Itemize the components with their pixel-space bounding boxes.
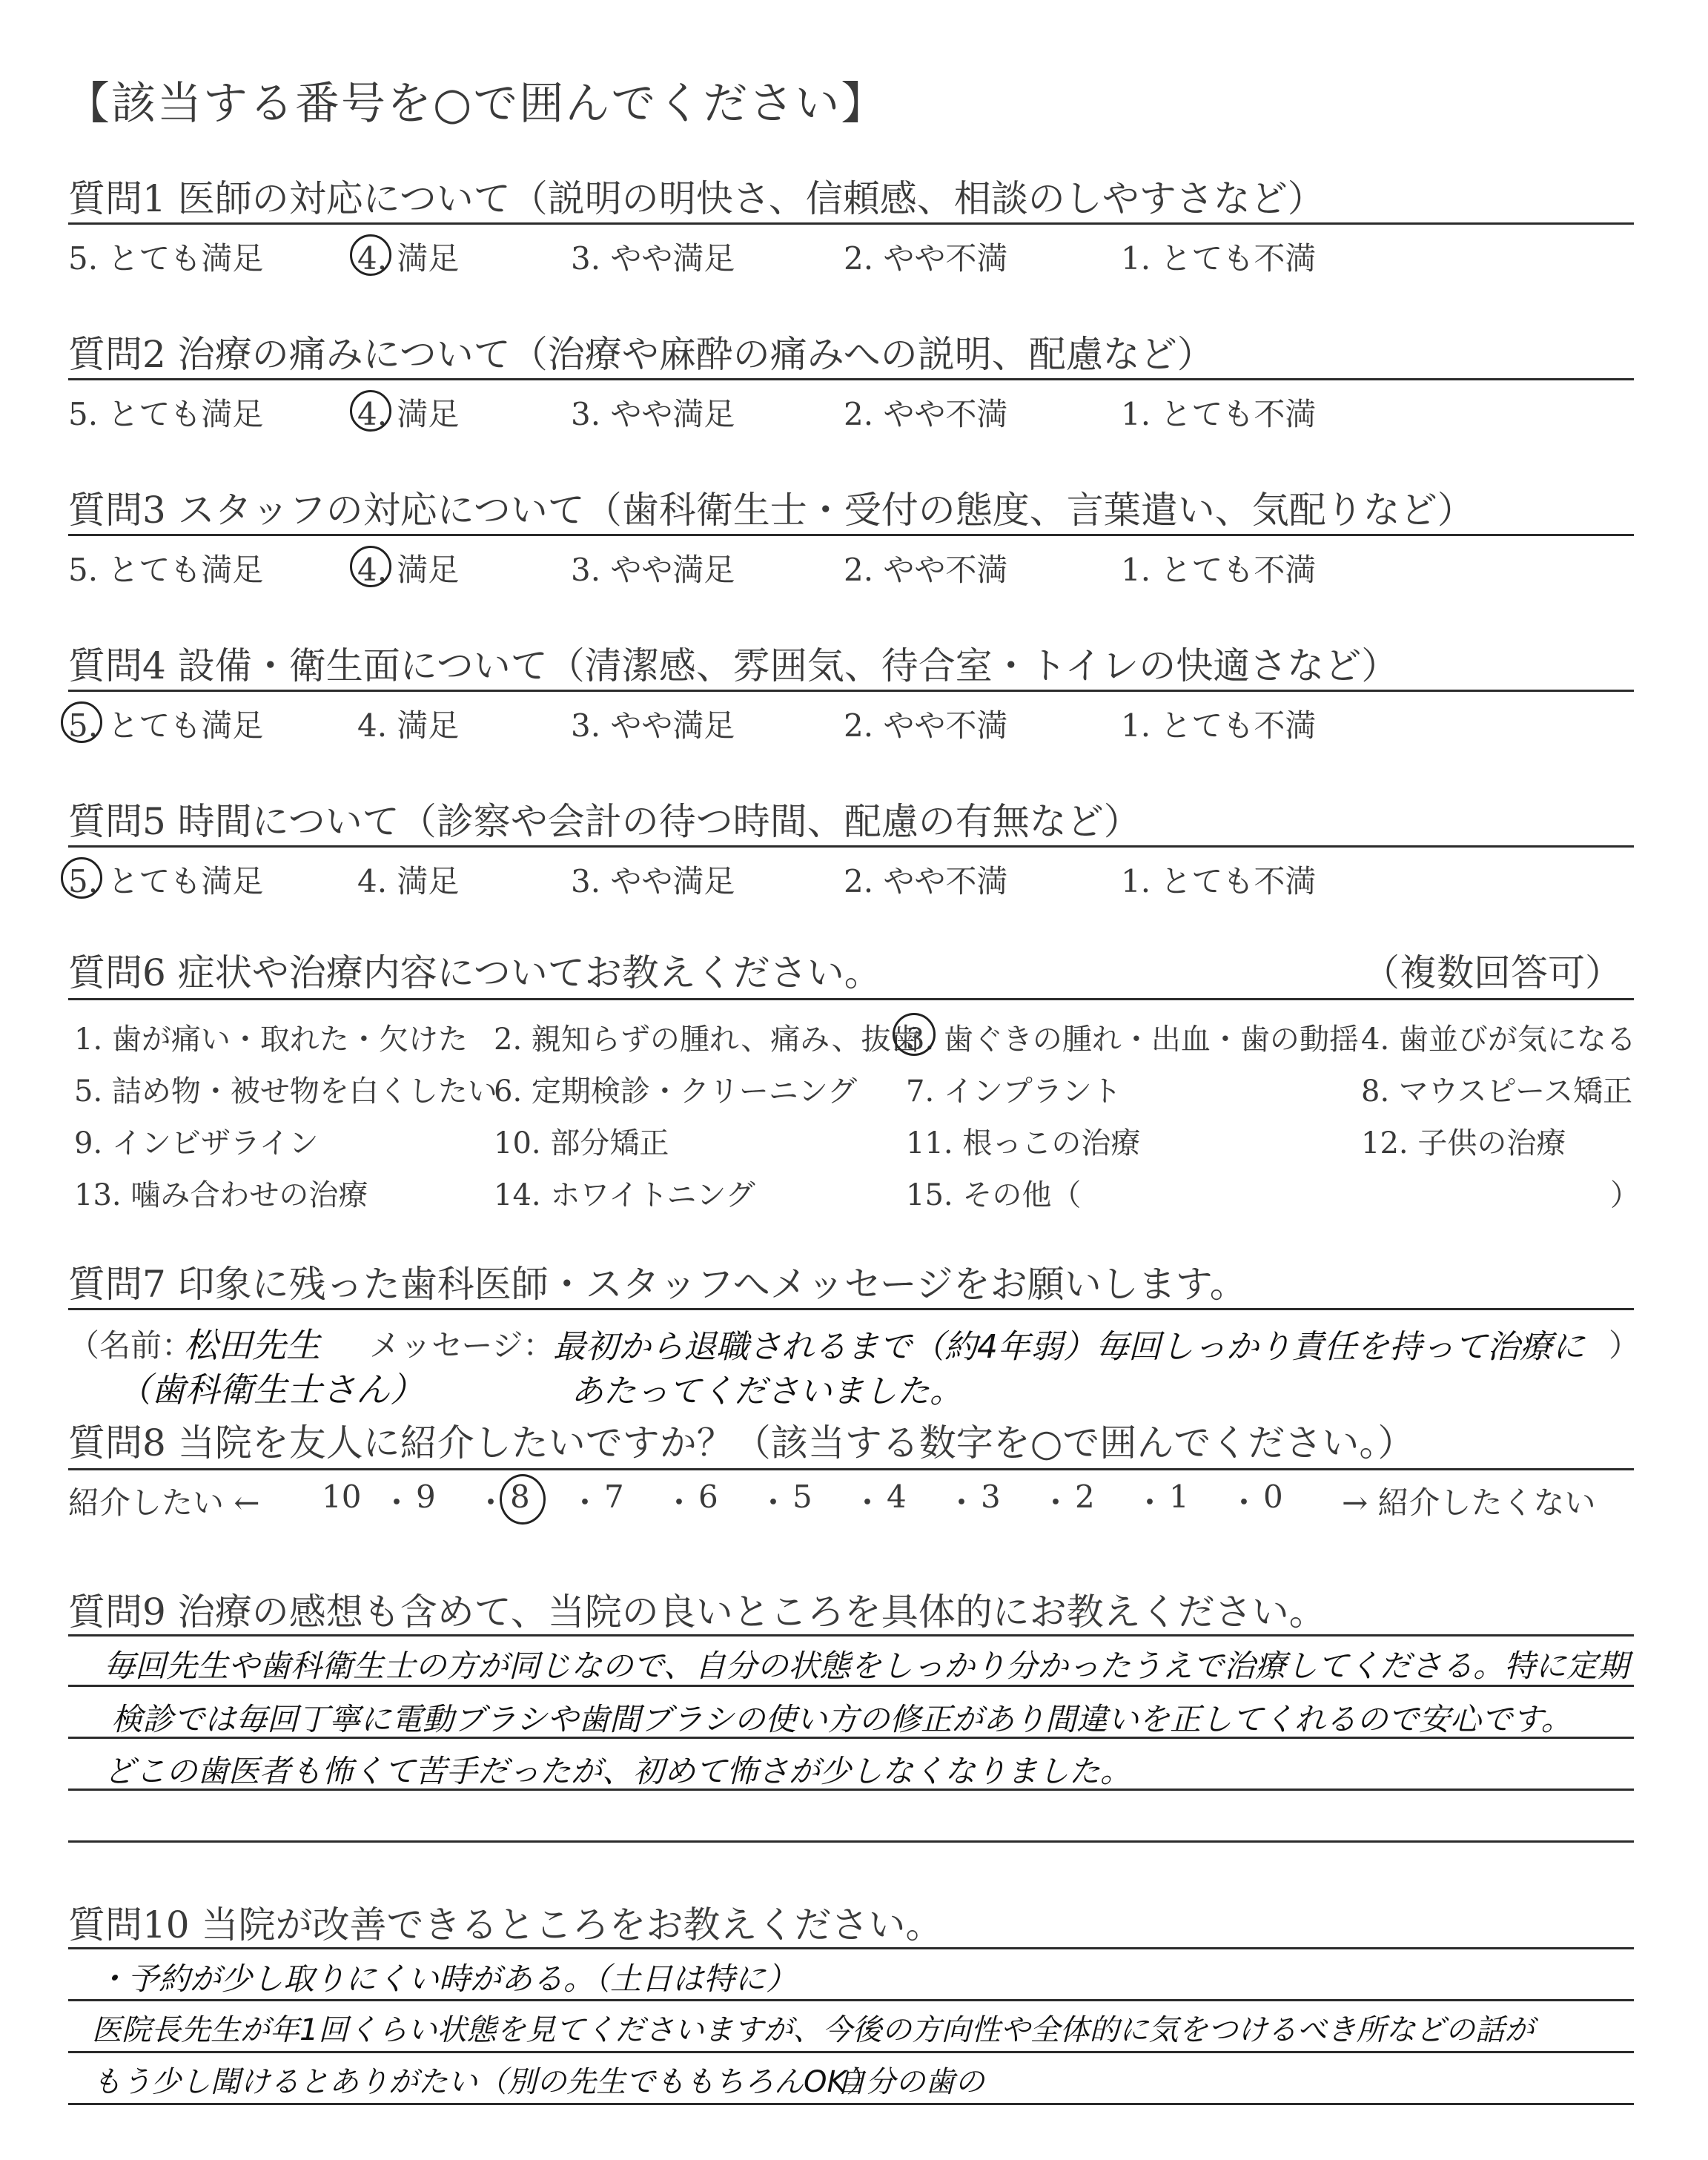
q9-label: 質問9 治療の感想も含めて、当院の良いところを具体的にお教えください。 bbox=[68, 1591, 1326, 1634]
q7-name-label: （名前： bbox=[68, 1327, 193, 1364]
q10-line-rule bbox=[68, 2051, 1634, 2053]
q1-selection-circle bbox=[350, 234, 391, 276]
q8-rule bbox=[68, 1468, 1634, 1470]
form-title: 【該当する番号を○で囲んでください】 bbox=[65, 78, 887, 130]
q3-option-3[interactable]: 3. やや満足 bbox=[571, 552, 735, 588]
q6-option-1[interactable]: 1. 歯が痛い・取れた・欠けた bbox=[74, 1023, 468, 1057]
q8-number-6[interactable]: 6 bbox=[698, 1479, 718, 1515]
q10-rule bbox=[68, 1947, 1634, 1949]
q6-option-13[interactable]: 13. 噛み合わせの治療 bbox=[74, 1178, 368, 1212]
q5-rule bbox=[68, 845, 1634, 848]
q7-rule bbox=[68, 1308, 1634, 1310]
q10-line-rule bbox=[68, 2103, 1634, 2105]
q2-rule bbox=[68, 378, 1634, 380]
q8-separator: ・ bbox=[758, 1484, 790, 1521]
q8-separator: ・ bbox=[1228, 1484, 1260, 1521]
q5-selection-circle bbox=[61, 857, 102, 899]
q6-rule bbox=[68, 998, 1634, 1000]
q10-text-line: ・予約が少し取りにくい時がある。（土日は特に） bbox=[96, 1961, 798, 1997]
q6-option-3[interactable]: 3. 歯ぐきの腫れ・出血・歯の動揺 bbox=[906, 1023, 1359, 1057]
q8-number-1[interactable]: 1 bbox=[1169, 1479, 1189, 1515]
q8-number-3[interactable]: 3 bbox=[981, 1479, 1001, 1515]
q8-left: 紹介したい ← bbox=[68, 1484, 260, 1521]
q3-selection-circle bbox=[350, 546, 391, 587]
q8-separator: ・ bbox=[1134, 1484, 1166, 1521]
q6-option-14[interactable]: 14. ホワイトニング bbox=[494, 1178, 755, 1212]
q6-option-15[interactable]: 15. その他（ bbox=[906, 1178, 1082, 1212]
q8-separator: ・ bbox=[663, 1484, 695, 1521]
q6-option-11[interactable]: 11. 根っこの治療 bbox=[906, 1126, 1141, 1160]
q9-text-line: どこの歯医者も怖くて苦手だったが、初めて怖さが少しなくなりました。 bbox=[104, 1753, 1132, 1789]
q1-label: 質問1 医師の対応について（説明の明快さ、信頼感、相談のしやすさなど） bbox=[68, 177, 1325, 220]
q2-option-1[interactable]: 1. とても不満 bbox=[1121, 396, 1317, 432]
q9-text-line: 毎回先生や歯科衛生士の方が同じなので、自分の状態をしっかり分かったうえで治療してくださる。特に定期 bbox=[104, 1648, 1629, 1684]
q3-option-2[interactable]: 2. やや不満 bbox=[844, 552, 1008, 588]
q4-option-4[interactable]: 4. 満足 bbox=[357, 707, 460, 744]
q7-label: 質問7 印象に残った歯科医師・スタッフへメッセージをお願いします。 bbox=[68, 1263, 1247, 1306]
q4-option-3[interactable]: 3. やや満足 bbox=[571, 707, 735, 744]
q1-option-3[interactable]: 3. やや満足 bbox=[571, 240, 735, 277]
q3-label: 質問3 スタッフの対応について（歯科衛生士・受付の態度、言葉遣い、気配りなど） bbox=[68, 489, 1474, 532]
q7-message-line2: あたってくださいました。 bbox=[571, 1373, 962, 1410]
q8-number-10[interactable]: 10 bbox=[322, 1479, 362, 1515]
q8-separator: ・ bbox=[569, 1484, 601, 1521]
q5-option-5[interactable]: 5. とても満足 bbox=[68, 863, 264, 899]
q4-option-1[interactable]: 1. とても不満 bbox=[1121, 707, 1317, 744]
q2-option-3[interactable]: 3. やや満足 bbox=[571, 396, 735, 432]
q2-selection-circle bbox=[350, 390, 391, 432]
q4-selection-circle bbox=[61, 701, 102, 743]
q8-selection-circle bbox=[500, 1474, 546, 1525]
q5-label: 質問5 時間について（診察や会計の待つ時間、配慮の有無など） bbox=[68, 800, 1141, 843]
q6-option-16[interactable]: ） bbox=[1610, 1178, 1640, 1212]
q10-line-rule bbox=[68, 1999, 1634, 2001]
q8-number-4[interactable]: 4 bbox=[887, 1479, 907, 1515]
q6-option-8[interactable]: 8. マウスピース矯正 bbox=[1361, 1074, 1633, 1109]
q10-label: 質問10 当院が改善できるところをお教えください。 bbox=[68, 1903, 943, 1946]
q5-option-2[interactable]: 2. やや不満 bbox=[844, 863, 1008, 899]
q7-close: ） bbox=[1609, 1327, 1641, 1364]
q8-number-2[interactable]: 2 bbox=[1075, 1479, 1095, 1515]
q9-rule bbox=[68, 1634, 1634, 1636]
q3-option-5[interactable]: 5. とても満足 bbox=[68, 552, 264, 588]
q1-option-5[interactable]: 5. とても満足 bbox=[68, 240, 264, 277]
q8-label: 質問8 当院を友人に紹介したいですか？（該当する数字を○で囲んでください。） bbox=[68, 1421, 1415, 1464]
q1-option-4[interactable]: 4. 満足 bbox=[357, 240, 460, 277]
q3-option-4[interactable]: 4. 満足 bbox=[357, 552, 460, 588]
q9-line-rule bbox=[68, 1840, 1634, 1843]
q8-separator: ・ bbox=[475, 1484, 507, 1521]
q6-option-9[interactable]: 9. インビザライン bbox=[74, 1126, 319, 1160]
q3-option-1[interactable]: 1. とても不満 bbox=[1121, 552, 1317, 588]
q7-name-sub: （歯科衛生士さん） bbox=[117, 1370, 424, 1410]
q7-message-label: メッセージ： bbox=[369, 1327, 555, 1364]
q4-label: 質問4 設備・衛生面について（清潔感、雰囲気、待合室・トイレの快適さなど） bbox=[68, 644, 1399, 687]
q1-rule bbox=[68, 222, 1634, 225]
q4-option-5[interactable]: 5. とても満足 bbox=[68, 707, 264, 744]
q6-option-7[interactable]: 7. インプラント bbox=[906, 1074, 1122, 1109]
q8-separator: ・ bbox=[946, 1484, 978, 1521]
q10-text-line: もう少し聞けるとありがたい（別の先生でももちろんOK） bbox=[92, 2065, 876, 2099]
q3-rule bbox=[68, 534, 1634, 536]
q6-label: 質問6 症状や治療内容についてお教えください。 bbox=[68, 951, 881, 994]
q7-message-line1: 最初から退職されるまで（約4年弱）毎回しっかり責任を持って治療に bbox=[553, 1328, 1585, 1366]
q6-option-10[interactable]: 10. 部分矯正 bbox=[494, 1126, 669, 1160]
q6-option-12[interactable]: 12. 子供の治療 bbox=[1361, 1126, 1566, 1160]
q6-option-6[interactable]: 6. 定期検診・クリーニング bbox=[494, 1074, 858, 1109]
q2-label: 質問2 治療の痛みについて（治療や麻酔の痛みへの説明、配慮など） bbox=[68, 333, 1214, 376]
q2-option-2[interactable]: 2. やや不満 bbox=[844, 396, 1008, 432]
q4-rule bbox=[68, 690, 1634, 692]
q8-number-9[interactable]: 9 bbox=[416, 1479, 436, 1515]
q6-note: （複数回答可） bbox=[1363, 951, 1622, 994]
q1-option-2[interactable]: 2. やや不満 bbox=[844, 240, 1008, 277]
q9-text-line: 検診では毎回丁寧に電動ブラシや歯間ブラシの使い方の修正があり間違いを正してくれるので安心です。 bbox=[111, 1701, 1572, 1737]
q2-option-4[interactable]: 4. 満足 bbox=[357, 396, 460, 432]
q8-number-8[interactable]: 8 bbox=[510, 1479, 530, 1515]
q8-separator: ・ bbox=[1040, 1484, 1072, 1521]
q7-name-value: 松田先生 bbox=[184, 1325, 320, 1365]
q8-number-7[interactable]: 7 bbox=[604, 1479, 624, 1515]
q8-number-5[interactable]: 5 bbox=[792, 1479, 812, 1515]
q5-option-1[interactable]: 1. とても不満 bbox=[1121, 863, 1317, 899]
q6-option-4[interactable]: 4. 歯並びが気になる bbox=[1361, 1023, 1636, 1057]
q8-separator: ・ bbox=[852, 1484, 884, 1521]
q8-separator: ・ bbox=[381, 1484, 413, 1521]
q6-option-2[interactable]: 2. 親知らずの腫れ、痛み、抜歯 bbox=[494, 1023, 921, 1057]
q2-option-5[interactable]: 5. とても満足 bbox=[68, 396, 264, 432]
q5-option-3[interactable]: 3. やや満足 bbox=[571, 863, 735, 899]
q10-text-line: 医院長先生が年1回くらい状態を見てくださいますが、今後の方向性や全体的に気をつけるべき所などの話が bbox=[92, 2013, 1535, 2047]
q10-insert: 自分の歯の bbox=[836, 2065, 984, 2099]
q8-right: → 紹介したくない bbox=[1342, 1484, 1596, 1521]
q6-option-5[interactable]: 5. 詰め物・被せ物を白くしたい bbox=[74, 1074, 497, 1109]
q4-option-2[interactable]: 2. やや不満 bbox=[844, 707, 1008, 744]
q6-selection-circle bbox=[893, 1013, 936, 1056]
q8-number-0[interactable]: 0 bbox=[1263, 1479, 1283, 1515]
q1-option-1[interactable]: 1. とても不満 bbox=[1121, 240, 1317, 277]
q5-option-4[interactable]: 4. 満足 bbox=[357, 863, 460, 899]
